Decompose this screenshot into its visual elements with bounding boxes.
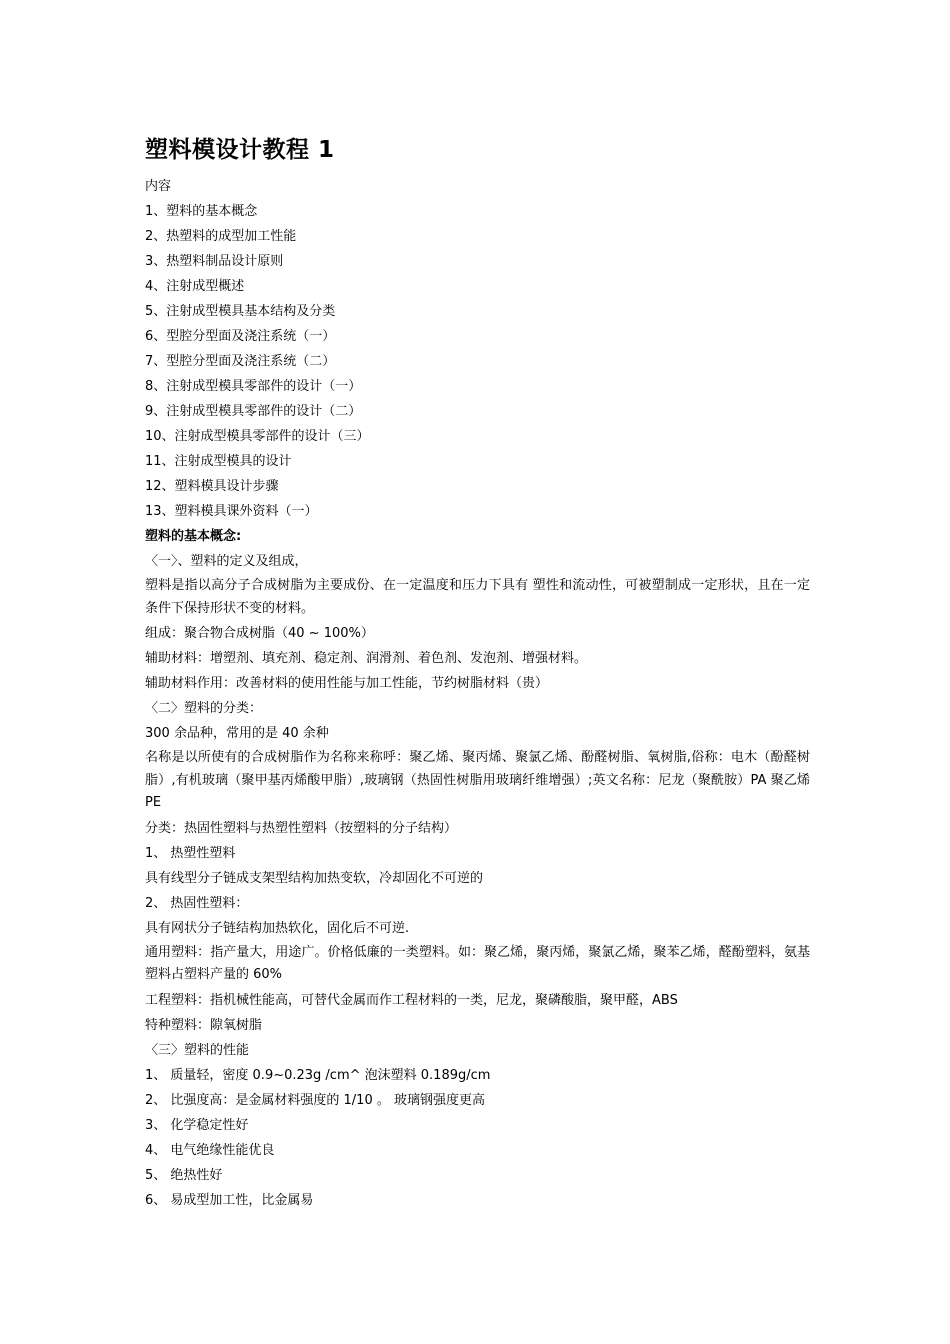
text-line: 辅助材料：增塑剂、填充剂、稳定剂、润滑剂、着色剂、发泡剂、增强材料。 bbox=[145, 651, 588, 666]
text-line: 1、 热塑性塑料 bbox=[145, 845, 236, 861]
text-line: 6、 易成型加工性，比金属易 bbox=[145, 1192, 314, 1208]
text-line: 3、热塑料制品设计原则 bbox=[145, 254, 284, 269]
text-line: 2、 比强度高：是金属材料强度的 1/10 。 玻璃钢强度更高 bbox=[145, 1092, 485, 1108]
text-line: 具有网状分子链结构加热软化，固化后不可逆. bbox=[145, 920, 410, 936]
text-line: 7、型腔分型面及浇注系统（二） bbox=[145, 354, 336, 369]
text-line: 4、注射成型概述 bbox=[145, 279, 245, 294]
text-line: 8、注射成型模具零部件的设计（一） bbox=[145, 379, 362, 394]
text-line: 特种塑料：隙氧树脂 bbox=[145, 1017, 263, 1033]
text-line: 11、注射成型模具的设计 bbox=[145, 454, 292, 469]
text-line: 5、注射成型模具基本结构及分类 bbox=[145, 304, 336, 319]
text-line: 组成：聚合物合成树脂（40 ~ 100%） bbox=[145, 626, 374, 641]
text-line: 1、 质量轻，密度 0.9~0.23g /cm^ 泡沫塑料 0.189g/cm bbox=[145, 1067, 491, 1083]
text-line: 9、注射成型模具零部件的设计（二） bbox=[145, 404, 362, 419]
text-line: 2、 热固性塑料： bbox=[145, 895, 249, 911]
text-line: 300 余品种，常用的是 40 余种 bbox=[145, 726, 329, 741]
text-line: 6、型腔分型面及浇注系统（一） bbox=[145, 329, 336, 344]
text-line: 内容 bbox=[145, 179, 172, 194]
text-line: 4、 电气绝缘性能优良 bbox=[145, 1142, 275, 1158]
text-line: 3、 化学稳定性好 bbox=[145, 1117, 249, 1133]
text-line: 1、塑料的基本概念 bbox=[145, 204, 258, 219]
paragraph: 塑料是指以高分子合成树脂为主要成份、在一定温度和压力下具有 塑性和流动性，可被塑制成一定形状，且在一定条件下保持形状不变的材料。 bbox=[145, 578, 810, 616]
text-line: 12、塑料模具设计步骤 bbox=[145, 479, 279, 494]
text-line: 2、热塑料的成型加工性能 bbox=[145, 229, 297, 244]
text-line: 〈一〉、塑料的定义及组成， bbox=[145, 554, 308, 569]
section-heading: 塑料的基本概念: bbox=[145, 529, 242, 544]
text-line: 10、注射成型模具零部件的设计（三） bbox=[145, 429, 370, 444]
paragraph: 通用塑料：指产量大，用途广。价格低廉的一类塑料。如：聚乙烯，聚丙烯，聚氯乙烯，聚苯乙烯，醛酚塑料，氨基塑料占塑料产量的 60% bbox=[145, 944, 810, 982]
text-line: 工程塑料：指机械性能高，可替代金属而作工程材料的一类，尼龙，聚磷酸脂，聚甲醛，ABS bbox=[145, 992, 678, 1008]
document-body bbox=[145, 174, 810, 1213]
text-line: 13、塑料模具课外资料（一） bbox=[145, 504, 318, 519]
page-title: 塑料模设计教程 1 bbox=[145, 137, 335, 163]
document-content bbox=[145, 132, 810, 1213]
paragraph: 名称是以所使有的合成树脂作为名称来称呼：聚乙烯、聚丙烯、聚氯乙烯、酚醛树脂、氧树脂,俗称：电木（酚醛树脂）,有机玻璃（聚甲基丙烯酸甲脂）,玻璃钢（热固性树脂用玻璃纤维增强）;英文名称：尼龙（聚酰胺）PA 聚乙烯 PE bbox=[145, 750, 810, 810]
text-line: 〈二〉塑料的分类： bbox=[145, 701, 263, 716]
text-line: 5、 绝热性好 bbox=[145, 1167, 223, 1183]
text-line: 〈三〉塑料的性能 bbox=[145, 1042, 250, 1058]
text-line: 辅助材料作用：改善材料的使用性能与加工性能，节约树脂材料（贵） bbox=[145, 676, 549, 691]
text-line: 具有线型分子链成支架型结构加热变软，冷却固化不可逆的 bbox=[145, 870, 484, 886]
text-line: 分类：热固性塑料与热塑性塑料（按塑料的分子结构） bbox=[145, 820, 458, 836]
